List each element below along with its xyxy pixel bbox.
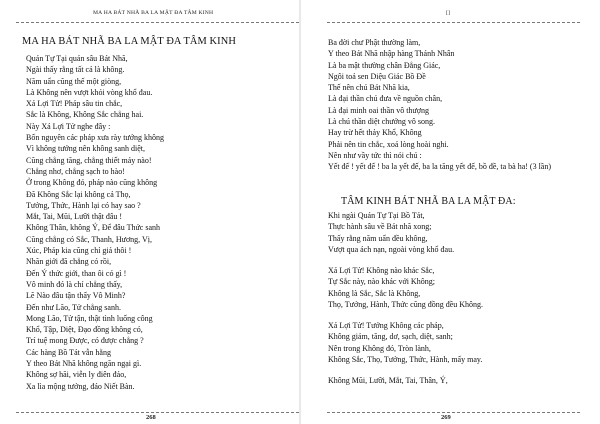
left-page xyxy=(0,0,299,424)
verse-line: Không sợ hãi, viễn ly điên đảo, xyxy=(26,370,127,380)
page-number: 269 xyxy=(441,414,451,421)
verse-line: Cũng chẳng tăng, chẳng thiết mảy nào! xyxy=(26,155,152,165)
verse-line: Trí tuệ mong Được, có được chẳng ? xyxy=(26,336,144,346)
verse-line: Nhãn giới đã chẳng có rồi, xyxy=(26,257,112,267)
verse-line: Y theo Bát Nhã nhập hàng Thánh Nhân xyxy=(328,49,455,59)
verse-line: Xúc, Pháp kia cũng chỉ giả thôi ! xyxy=(26,246,132,256)
verse-block xyxy=(328,37,454,161)
verse-line: Ngôi toả sen Diệu Giác Bồ Đề xyxy=(328,71,426,81)
running-head: [] xyxy=(446,10,451,16)
verse-line: Xá Lợi Tử! Pháp sâu tin chắc, xyxy=(26,99,123,109)
verse-line: Này Xá Lợi Tử nghe đây : xyxy=(26,121,111,131)
verse-line: Là đại thần chú đưa về nguồn chân, xyxy=(328,94,443,104)
verse-line: Tưởng, Thức, Hành lại có hay sao ? xyxy=(26,200,141,210)
verse-line: Ở trong Không đó, pháp nào cũng không xyxy=(26,178,158,188)
verse-line: Xa lìa mộng tưởng, đáo Niết Bàn. xyxy=(26,381,135,391)
verse-line: Tự Sắc này, nào khác với Không; xyxy=(328,277,435,287)
verse-line: Thấy rằng năm uẩn đều không, xyxy=(328,233,428,243)
verse-line: Vì không tướng nên không sanh diệt, xyxy=(26,144,145,154)
verse-line: Không giảm, tăng, dơ, sạch, diệt, sanh; xyxy=(328,332,453,342)
verse-line: Y theo Bát Nhã không ngăn ngại gì. xyxy=(26,359,142,369)
running-head: MA HA BÁT NHÃ BA LA MẬT ĐA TÂM KINH xyxy=(93,10,214,16)
verse-line: Đã Không Sắc lại không cả Thọ, xyxy=(26,189,131,199)
section-title: TÂM KINH BÁT NHÃ BA LA MẬT ĐA: xyxy=(341,196,516,207)
header-divider xyxy=(16,22,299,23)
verse-line: Mắt, Tai, Mũi, Lưỡi thật đâu ! xyxy=(26,212,123,222)
verse-stanza xyxy=(328,210,454,255)
verse-line: Xá Lợi Tử! Tướng Không các pháp, xyxy=(328,321,444,330)
verse-line: Cũng chẳng có Sắc, Thanh, Hương, Vị, xyxy=(26,234,153,244)
verse-line: Quán Tự Tại quán sâu Bát Nhã, xyxy=(26,54,128,63)
verse-line: Hay trừ hết thảy Khổ, Không xyxy=(328,128,422,138)
verse-line: Mong Lão, Tử tận, thật tình luống công xyxy=(26,313,153,323)
verse-line: Thực hành sâu về Bát nhã xong; xyxy=(328,222,432,232)
verse-line: Chẳng nhơ, chẳng sạch to hào! xyxy=(26,166,125,176)
footer-divider xyxy=(327,412,580,413)
verse-line: Khi ngài Quán Tự Tại Bồ Tát, xyxy=(328,211,425,220)
verse-line: Năm uẩn cũng thế một giòng, xyxy=(26,76,122,86)
verse-line: Vượt qua ách nạn, ngoài vòng khổ đau. xyxy=(328,244,455,254)
verse-line: Là ba mật thường chân Đẳng Giác, xyxy=(328,60,441,70)
verse-line: Ba đời chư Phật thường làm, xyxy=(328,38,421,47)
verse-line: Là đại minh oai thần vô thượng xyxy=(328,105,429,115)
footer-divider xyxy=(16,412,299,413)
verse-line: Thế nên chú Bát Nhã kia, xyxy=(328,83,410,93)
verse-line: Ngài thấy rằng tất cả là không. xyxy=(26,65,125,75)
mantra: Yết đế ! yết đế ! ba la yết đế, ba la tăng yết đế, bồ đề, ta bà ha! (3 lần) xyxy=(328,162,552,171)
verse-line: Không Thân, không Ý, Để đâu Thức sanh xyxy=(26,223,161,233)
verse-line: Lẽ Nào đâu tận thấy Vô Minh? xyxy=(26,291,126,301)
verse-line: Là chú thần diệt chướng vô song. xyxy=(328,117,435,127)
verse-line: Không là Sắc, Sắc là Không, xyxy=(328,288,421,298)
verse-line: Phải nên tin chắc, xoá lòng hoài nghi. xyxy=(328,139,449,149)
verse-line: Không Sắc, Thọ, Tưởng, Thức, Hành, mấy may. xyxy=(328,354,483,364)
verse-line: Thọ, Tưởng, Hành, Thức cũng đồng đều Không. xyxy=(328,299,484,309)
verse-line: Không Mũi, Lưỡi, Mắt, Tai, Thân, Ý, xyxy=(328,376,448,385)
verse-line: Vô minh đó là chỉ chẳng thấy, xyxy=(26,279,123,289)
verse-line: Nên trong Không đó, Tròn lành, xyxy=(328,343,431,353)
verse-stanza xyxy=(328,265,483,310)
page-title: MA HA BÁT NHÃ BA LA MẬT ĐA TÂM KINH xyxy=(22,36,236,47)
verse-line: Đến như Lão, Tử chẳng sanh. xyxy=(26,302,121,312)
verse-stanza xyxy=(328,320,482,365)
verse-line: Các hàng Bồ Tát vẫn hằng xyxy=(26,347,111,357)
verse-line: Khổ, Tập, Diệt, Đạo đồng không có, xyxy=(26,325,143,335)
verse-line: Xá Lợi Tử! Không nào khác Sắc, xyxy=(328,266,435,275)
verse-block xyxy=(26,53,164,392)
verse-line: Bốn nguyên các pháp xưa rày tướng không xyxy=(26,133,164,143)
verse-line: Là Không nên vượt khỏi vòng khổ đau. xyxy=(26,87,153,97)
right-page xyxy=(301,0,600,424)
verse-line: Nên như vầy tức thì nói chú : xyxy=(328,150,422,160)
verse-line: Đến Ý thức giới, than ôi có gì ! xyxy=(26,268,127,278)
verse-line: Sắc là Không, Không Sắc chẳng hai. xyxy=(26,110,144,120)
page-number: 268 xyxy=(146,414,156,421)
header-divider xyxy=(327,22,580,23)
